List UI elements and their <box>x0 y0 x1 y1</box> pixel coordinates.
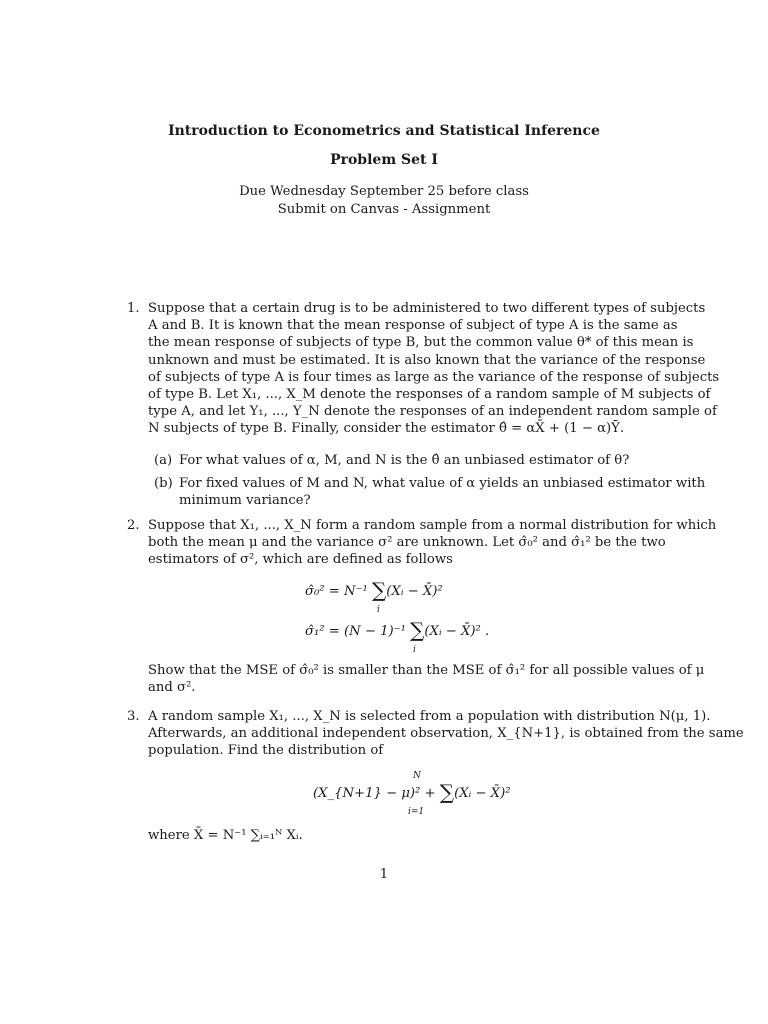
problem-1-text <box>148 300 720 438</box>
part-text: For what values of α, M, and N is the θ̂ an unbiased estimator of θ? <box>179 453 630 468</box>
problem-2-number: 2. <box>127 518 140 533</box>
problem-3-line: A random sample X₁, ..., X_N is selected from a population with distribution N(μ, 1). <box>148 709 711 724</box>
document-title: Introduction to Econometrics and Statistical Inference <box>168 123 600 139</box>
page-number: 1 <box>379 867 389 882</box>
problem-3-line: population. Find the distribution of <box>148 743 384 759</box>
problem-set-title: Problem Set I <box>330 152 438 168</box>
equation-rhs: (Xᵢ − X̄)² . <box>424 624 490 639</box>
problem-2-line: estimators of σ², which are defined as follows <box>148 552 453 568</box>
problem-1-line: Suppose that a certain drug is to be administered to two different types of subjects <box>148 301 706 316</box>
problem-3-after-text <box>148 827 654 844</box>
problem-1-line: A and B. It is known that the mean response of subject of type A is the same as <box>148 318 678 334</box>
equation-sigma0 <box>305 578 443 615</box>
equation-rhs: (Xᵢ − X̄)² <box>454 786 511 801</box>
problem-2-line: both the mean μ and the variance σ² are unknown. Let σ̂₀² and σ̂₁² be the two <box>148 535 666 551</box>
problem-1-line: the mean response of subjects of type B, but the common value θ* of this mean is <box>148 335 694 351</box>
summation-symbol: ∑ <box>439 780 455 804</box>
submission-line: Submit on Canvas - Assignment <box>277 202 491 217</box>
problem-1-line: unknown and must be estimated. It is also known that the variance of the response <box>148 352 706 368</box>
summation-symbol: ∑ <box>372 578 387 602</box>
part-label: (a) <box>154 453 173 468</box>
problem-1-line: of subjects of type A is four times as large as the variance of the response of subjects <box>148 369 720 385</box>
equation-rhs: (Xᵢ − X̄)² <box>386 584 443 599</box>
problem-1-part-a <box>154 452 654 469</box>
summation-symbol: ∑ <box>410 618 425 642</box>
problem-1-parts <box>154 452 706 510</box>
problem-2-line: Show that the MSE of σ̂₀² is smaller than the MSE of σ̂₁² for all possible values of μ <box>148 663 705 678</box>
due-date-line: Due Wednesday September 25 before class <box>239 184 529 199</box>
problem-2-after-text <box>148 662 705 696</box>
part-text: For fixed values of M and N, what value of α yields an unbiased estimator with <box>179 476 706 492</box>
equation-lhs: σ̂₁² = (N − 1)⁻¹ <box>305 624 406 639</box>
equation-lhs: σ̂₀² = N⁻¹ <box>305 584 368 599</box>
equation-lhs: (X_{N+1} − μ)² + <box>313 786 436 801</box>
problem-3-text <box>148 708 744 760</box>
problem-1-line: N subjects of type B. Finally, consider the estimator θ̂ = αX̄ + (1 − α)Ȳ. <box>148 421 625 437</box>
problem-2-line: and σ². <box>148 680 196 696</box>
problem-1-line: type A, and let Y₁, ..., Y_N denote the responses of an independent random sample of <box>148 404 717 420</box>
summation-lower-limit: i=1 <box>408 807 425 817</box>
problem-1-part-b <box>154 475 706 509</box>
summation-index: i <box>413 645 416 655</box>
problem-3-line: where X̄ = N⁻¹ ∑ᵢ₌₁ᴺ Xᵢ. <box>148 828 303 843</box>
summation-index: i <box>377 605 380 615</box>
equation-sigma1 <box>305 618 490 655</box>
problem-2-line: Suppose that X₁, ..., X_N form a random sample from a normal distribution for which <box>148 518 717 533</box>
part-label: (b) <box>154 476 173 492</box>
summation-upper-limit: N <box>413 771 421 781</box>
problem-1-number: 1. <box>127 301 140 316</box>
equation-distribution <box>313 771 511 817</box>
problem-3-line: Afterwards, an additional independent observation, X_{N+1}, is obtained from the same <box>148 726 744 742</box>
problem-3-number: 3. <box>127 709 140 724</box>
problem-1-line: of type B. Let X₁, ..., X_M denote the responses of a random sample of M subjects of <box>148 387 711 403</box>
problem-2-text <box>148 517 717 569</box>
part-text: minimum variance? <box>179 493 311 509</box>
